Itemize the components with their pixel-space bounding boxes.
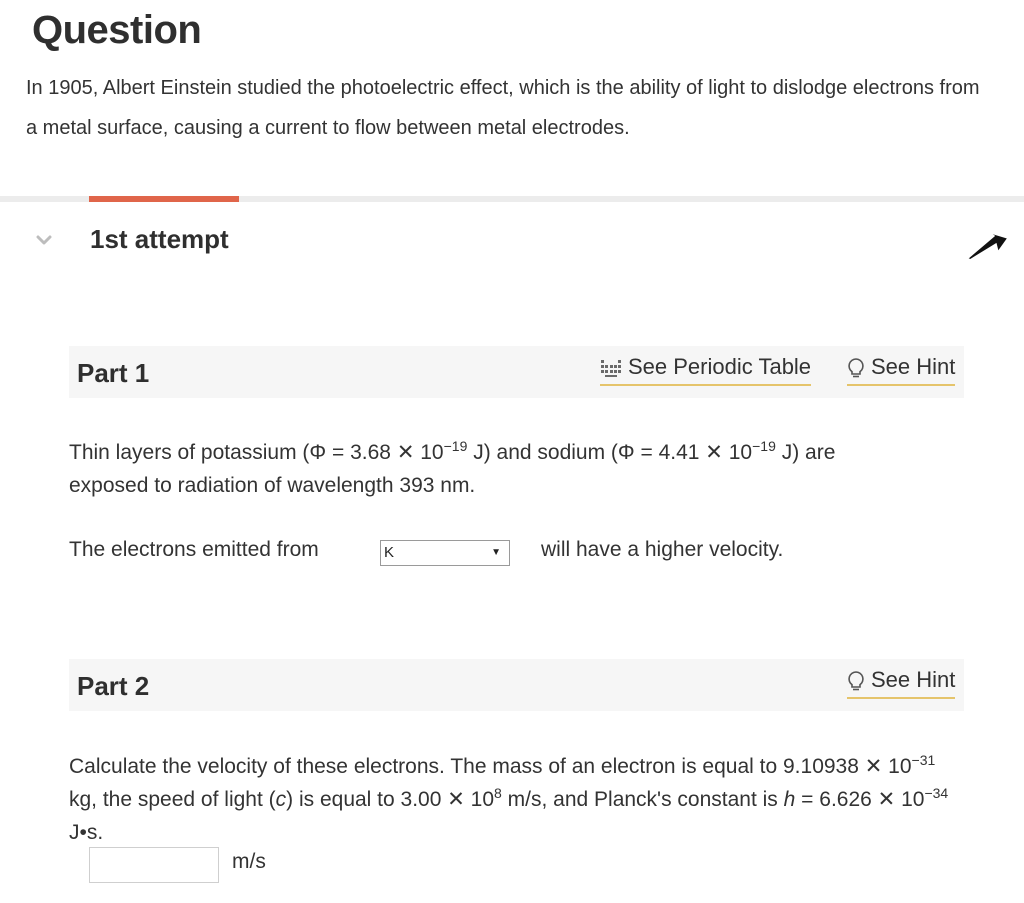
select-arrow-icon: ▼	[491, 547, 501, 558]
part-1-see-hint-link[interactable]	[847, 354, 955, 386]
part-2-header	[69, 659, 964, 711]
part-2-label: Part 2	[77, 671, 150, 701]
see-periodic-table-label: See Periodic Table	[628, 354, 812, 379]
part-1-sentence-end: will have a higher velocity.	[541, 538, 784, 561]
lightbulb-icon	[847, 357, 865, 379]
attempt-tab-indicator	[89, 196, 239, 202]
part-1-header	[69, 346, 964, 398]
question-intro: In 1905, Albert Einstein studied the photoelectric effect, which is the ability of light to dislodge electrons from a metal surface, causing a current to flow between metal electrodes.	[26, 77, 980, 139]
part-2-question-text: Calculate the velocity of these electrons. The mass of an electron is equal to 9.10938 ✕ $10^{-31}$ kg, the speed of light (c) is equal to 3.00 ✕ $10^8$ m/s, and Planck's constant is h = 6.626 ✕ $10^{-34}$ J•s.	[69, 752, 949, 844]
attempt-label[interactable]: 1st attempt	[90, 224, 229, 254]
velocity-answer-input[interactable]	[89, 847, 219, 883]
velocity-unit-label: m/s	[232, 850, 266, 873]
periodic-table-icon	[600, 358, 622, 378]
part-1-sentence-start: The electrons emitted from	[69, 538, 319, 561]
lightbulb-icon	[847, 670, 865, 692]
page-title: Question	[32, 8, 202, 52]
part-2-see-hint-link[interactable]	[847, 667, 955, 699]
part-1-question-text: Thin layers of potassium (Φ = 3.68 ✕ $10^{-19}$ J) and sodium (Φ = 4.41 ✕ $10^{-19}$ J) are exposed to radiation of wavelength 393 nm.	[69, 438, 836, 497]
chevron-down-icon[interactable]	[36, 234, 52, 246]
metal-select[interactable]	[380, 540, 510, 566]
see-periodic-table-link[interactable]	[600, 354, 811, 386]
part-1-see-hint-label: See Hint	[871, 354, 956, 379]
part-1-label: Part 1	[77, 358, 150, 388]
cursor-arrow-icon	[964, 226, 1012, 262]
metal-select-value: K	[384, 544, 395, 561]
part-2-see-hint-label: See Hint	[871, 667, 956, 692]
